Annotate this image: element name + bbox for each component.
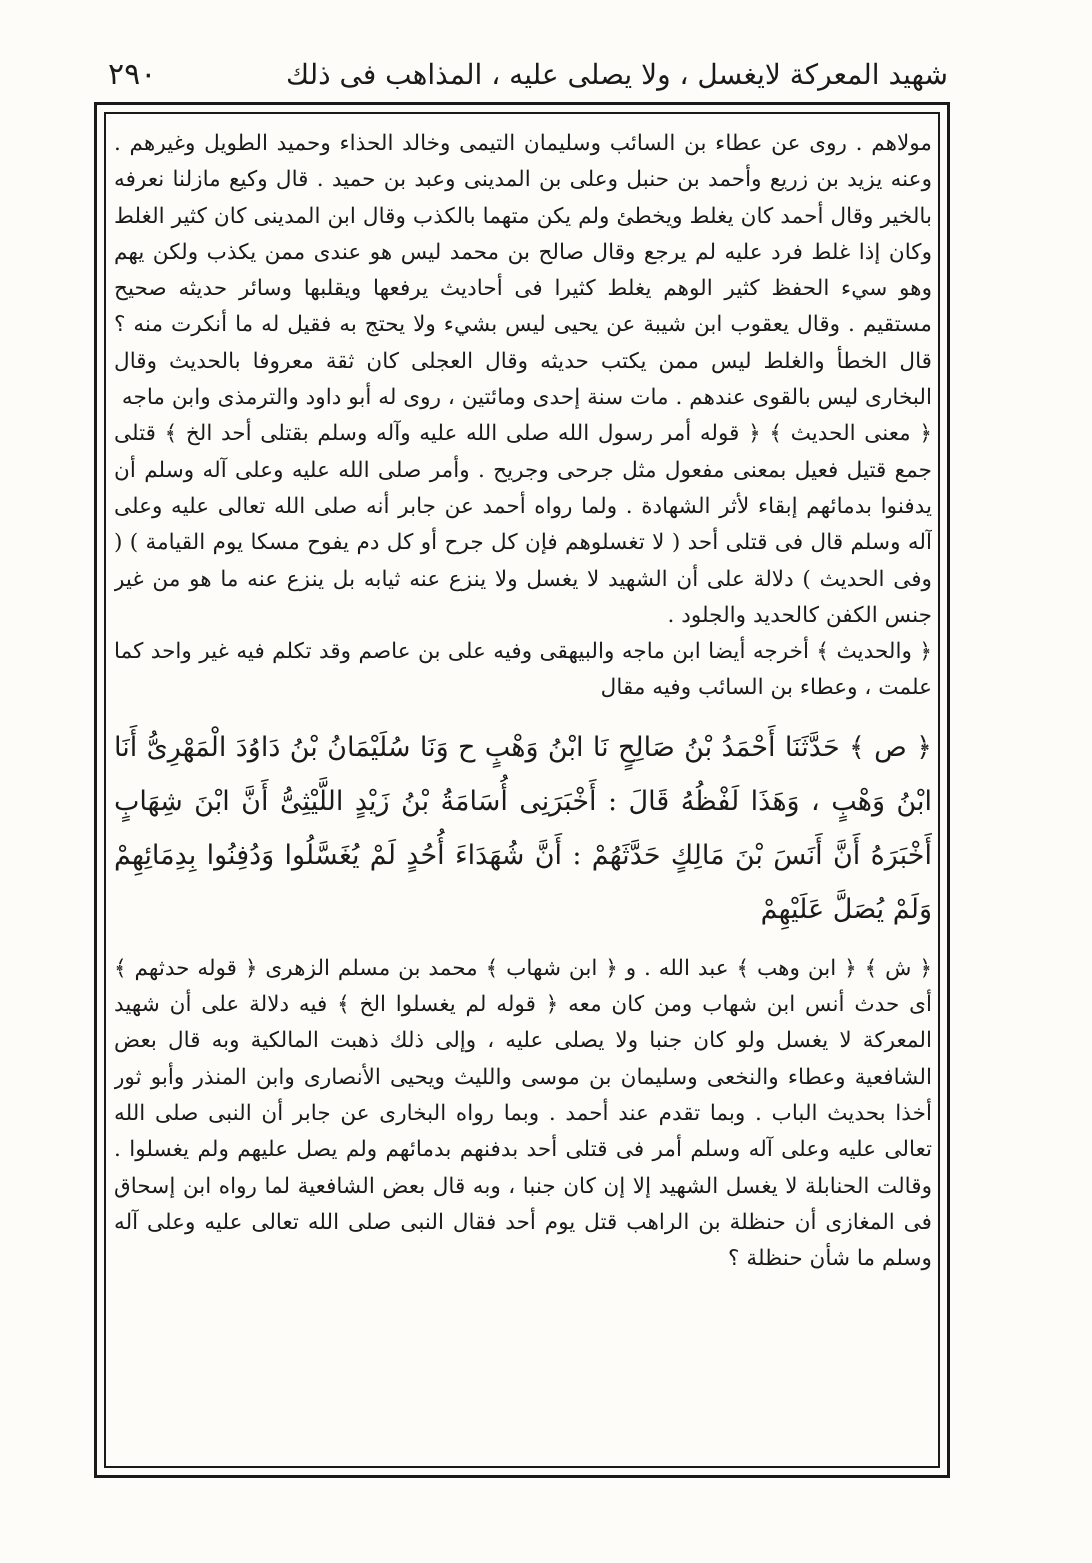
hadith-meaning: ﴿ معنى الحديث ﴾ ﴿ قوله أمر رسول الله صلى الله عليه وآله وسلم بقتلى أحد الخ ﴾ قتلى جمع قتيل فعيل بمعنى مفعول مثل جرحى وجريح . وأمر صلى الله عليه وعلى آله وسلم أن يدفنوا بدمائهم إبقاء لأثر الشهادة . ولما رواه أحمد عن جابر أنه صلى الله تعالى عليه وعلى آله وسلم قال فى قتلى أحد ( لا تغسلوهم فإن كل جرح أو كل دم يفوح مسكا يوم القيامة ) ( وفى الحديث ) دلالة على أن الشهيد لا يغسل ولا ينزع عنه ثيابه بل ينزع عنه ما هو من غير جنس الكفن كالحديد والجلود . [114, 421, 932, 628]
page-header [108, 52, 948, 96]
narrator-biography: مولاهم . روى عن عطاء بن السائب وسليمان التيمى وخالد الحذاء وحميد الطويل وغيرهم . وعنه يزيد بن زريع وأحمد بن حنبل وعلى بن المدينى وعبد بن حميد . قال وكيع مازلنا نعرفه بالخير وقال أحمد كان يغلط ويخطئ ولم يكن متهما بالكذب وقال ابن المدينى كان كثير الغلط وكان إذا غلط فرد عليه لم يرجع وقال صالح بن محمد ليس هو عندى ممن يكذب ولكن يهم وهو سيء الحفظ كثير الوهم يغلط كثيرا فى أحاديث يرفعها ويقلبها وسائر حديثه صحيح مستقيم . وقال يعقوب ابن شيبة عن يحيى ليس بشيء ولا يحتج به فقيل له ما أنكرت منه ؟ قال الخطأ والغلط ليس ممن يكتب حديثه وقال العجلى كان ثقة معروفا بالحديث وقال البخارى ليس بالقوى عندهم . مات سنة إحدى ومائتين ، روى له أبو داود والترمذى وابن ماجه [114, 131, 932, 411]
page-body [114, 126, 932, 1456]
running-title: شهيد المعركة لايغسل ، ولا يصلى عليه ، المذاهب فى ذلك [285, 57, 948, 91]
page-number: ٢٩٠ [108, 56, 157, 92]
hadith-source-note: ﴿ والحديث ﴾ أخرجه أيضا ابن ماجه والبيهقى وفيه على بن عاصم وقد تكلم فيه غير واحد كما علمت ، وعطاء بن السائب وفيه مقال [114, 639, 932, 701]
commentary: ﴿ ش ﴾ ﴿ ابن وهب ﴾ عبد الله . و ﴿ ابن شهاب ﴾ محمد بن مسلم الزهرى ﴿ قوله حدثهم ﴾ أى حدث أنس ابن شهاب ومن كان معه ﴿ قوله لم يغسلوا الخ ﴾ فيه دلالة على أن شهيد المعركة لا يغسل ولو كان جنبا ولا يصلى عليه ، وإلى ذلك ذهبت المالكية وبه قال بعض الشافعية وعطاء والنخعى وسليمان بن موسى والليث ويحيى الأنصارى وابن المنذر وأبو ثور أخذا بحديث الباب . وبما تقدم عند أحمد . وبما رواه البخارى عن جابر أن النبى صلى الله تعالى عليه وعلى آله وسلم أمر فى قتلى أحد بدفنهم بدمائهم ولم يصل عليهم ولم يغسلوا . وقالت الحنابلة لا يغسل الشهيد إلا إن كان جنبا ، وبه قال بعض الشافعية لما رواه ابن إسحاق فى المغازى أن حنظلة بن الراهب قتل يوم أحد فقال النبى صلى الله تعالى عليه وعلى آله وسلم ما شأن حنظلة ؟ [114, 955, 932, 1272]
hadith-text: ﴿ ص ﴾ حَدَّثَنَا أَحْمَدُ بْنُ صَالِحٍ نَا ابْنُ وَهْبٍ ح وَنَا سُلَيْمَانُ بْنُ دَاوُدَ الْمَهْرِىُّ أَنَا ابْنُ وَهْبٍ ، وَهَذَا لَفْظُهُ قَالَ : أَخْبَرَنِى أُسَامَةُ بْنُ زَيْدٍ اللَّيْثِىُّ أَنَّ ابْنَ شِهَابٍ أَخْبَرَهُ أَنَّ أَنَسَ بْنَ مَالِكٍ حَدَّثَهُمْ : أَنَّ شُهَدَاءَ أُحُدٍ لَمْ يُغَسَّلُوا وَدُفِنُوا بِدِمَائِهِمْ وَلَمْ يُصَلَّ عَلَيْهِمْ [114, 731, 932, 925]
